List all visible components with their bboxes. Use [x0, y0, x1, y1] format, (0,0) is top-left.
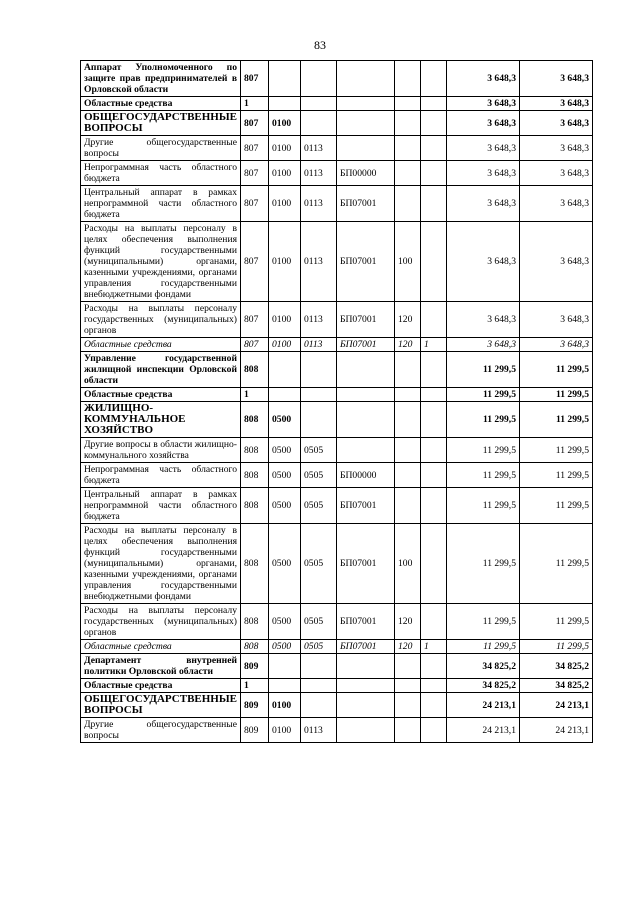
budget-table	[80, 60, 593, 743]
row-rz-cell: 0100	[269, 338, 301, 352]
row-amount-2-cell: 11 299,5	[520, 438, 593, 463]
row-pr-cell	[301, 679, 337, 693]
row-name-cell: Расходы на выплаты персоналу государственных (муниципальных) органов	[81, 604, 241, 640]
row-rz-cell	[269, 679, 301, 693]
table-row	[81, 338, 593, 352]
row-rz-cell: 0100	[269, 693, 301, 718]
row-csr-cell: БП07001	[337, 524, 395, 604]
row-rz-cell: 0500	[269, 438, 301, 463]
row-amount-1-cell: 3 648,3	[447, 222, 520, 302]
table-row	[81, 693, 593, 718]
row-vr-cell	[395, 402, 421, 438]
row-name-cell: Другие общегосударственные вопросы	[81, 718, 241, 743]
row-pr-cell: 0113	[301, 338, 337, 352]
row-amount-2-cell: 3 648,3	[520, 186, 593, 222]
row-rz-cell	[269, 97, 301, 111]
row-amount-2-cell: 11 299,5	[520, 463, 593, 488]
row-amount-2-cell: 11 299,5	[520, 388, 593, 402]
row-name-cell: Управление государственной жилищной инспекции Орловской области	[81, 352, 241, 388]
row-amount-2-cell: 24 213,1	[520, 693, 593, 718]
row-rz-cell: 0500	[269, 402, 301, 438]
page-number: 83	[314, 38, 326, 52]
row-name-cell: Аппарат Уполномоченного по защите прав предпринимателей в Орловской области	[81, 61, 241, 97]
row-pr-cell: 0505	[301, 524, 337, 604]
row-src-cell	[421, 136, 447, 161]
table-row	[81, 488, 593, 524]
row-name-cell: Областные средства	[81, 338, 241, 352]
table-row	[81, 111, 593, 136]
row-src-cell	[421, 186, 447, 222]
row-ved-cell: 809	[241, 654, 269, 679]
row-amount-2-cell: 24 213,1	[520, 718, 593, 743]
row-csr-cell	[337, 654, 395, 679]
row-vr-cell	[395, 161, 421, 186]
row-ved-cell: 809	[241, 718, 269, 743]
row-name-cell: Областные средства	[81, 640, 241, 654]
row-ved-cell: 807	[241, 111, 269, 136]
row-vr-cell: 120	[395, 302, 421, 338]
row-name-cell: Расходы на выплаты персоналу в целях обеспечения выполнения функций государственными (муниципальными) органами, казенными учреждениями, органами управления государственными внебюджетными фондами	[81, 524, 241, 604]
table-row	[81, 222, 593, 302]
row-vr-cell	[395, 679, 421, 693]
row-src-cell	[421, 463, 447, 488]
row-vr-cell: 100	[395, 524, 421, 604]
row-vr-cell	[395, 388, 421, 402]
row-amount-2-cell: 34 825,2	[520, 679, 593, 693]
row-amount-1-cell: 3 648,3	[447, 161, 520, 186]
row-name-cell: Центральный аппарат в рамках непрограммной части областного бюджета	[81, 186, 241, 222]
row-rz-cell	[269, 61, 301, 97]
row-ved-cell: 809	[241, 693, 269, 718]
row-pr-cell	[301, 693, 337, 718]
row-name-cell: Другие общегосударственные вопросы	[81, 136, 241, 161]
row-src-cell	[421, 388, 447, 402]
row-amount-2-cell: 11 299,5	[520, 402, 593, 438]
row-rz-cell	[269, 654, 301, 679]
row-rz-cell: 0100	[269, 222, 301, 302]
row-src-cell	[421, 302, 447, 338]
table-row	[81, 97, 593, 111]
row-vr-cell	[395, 111, 421, 136]
row-csr-cell	[337, 718, 395, 743]
row-pr-cell	[301, 352, 337, 388]
row-ved-cell: 1	[241, 388, 269, 402]
row-pr-cell	[301, 388, 337, 402]
row-pr-cell: 0113	[301, 718, 337, 743]
row-src-cell	[421, 97, 447, 111]
row-csr-cell	[337, 136, 395, 161]
row-vr-cell	[395, 438, 421, 463]
row-src-cell	[421, 488, 447, 524]
row-amount-1-cell: 11 299,5	[447, 463, 520, 488]
row-vr-cell	[395, 488, 421, 524]
row-csr-cell	[337, 402, 395, 438]
row-pr-cell: 0113	[301, 222, 337, 302]
row-ved-cell: 807	[241, 302, 269, 338]
row-csr-cell	[337, 693, 395, 718]
row-csr-cell	[337, 438, 395, 463]
row-ved-cell: 807	[241, 222, 269, 302]
row-name-cell: ЖИЛИЩНО-КОММУНАЛЬНОЕ ХОЗЯЙСТВО	[81, 402, 241, 438]
row-rz-cell: 0500	[269, 604, 301, 640]
row-pr-cell	[301, 402, 337, 438]
row-amount-2-cell: 3 648,3	[520, 161, 593, 186]
row-name-cell: Расходы на выплаты персоналу государственных (муниципальных) органов	[81, 302, 241, 338]
row-rz-cell: 0100	[269, 161, 301, 186]
row-csr-cell: БП07001	[337, 338, 395, 352]
row-src-cell	[421, 61, 447, 97]
table-row	[81, 718, 593, 743]
row-pr-cell: 0505	[301, 463, 337, 488]
row-amount-1-cell: 11 299,5	[447, 438, 520, 463]
row-amount-2-cell: 11 299,5	[520, 604, 593, 640]
row-rz-cell: 0100	[269, 186, 301, 222]
table-row	[81, 302, 593, 338]
table-row	[81, 136, 593, 161]
row-name-cell: Департамент внутренней политики Орловской области	[81, 654, 241, 679]
row-csr-cell	[337, 111, 395, 136]
row-ved-cell: 808	[241, 463, 269, 488]
row-src-cell	[421, 438, 447, 463]
row-ved-cell: 807	[241, 61, 269, 97]
row-vr-cell: 120	[395, 640, 421, 654]
row-pr-cell: 0113	[301, 161, 337, 186]
row-rz-cell: 0500	[269, 524, 301, 604]
row-amount-2-cell: 34 825,2	[520, 654, 593, 679]
row-name-cell: Областные средства	[81, 679, 241, 693]
row-rz-cell: 0100	[269, 718, 301, 743]
table-row	[81, 604, 593, 640]
row-vr-cell	[395, 61, 421, 97]
row-pr-cell: 0505	[301, 604, 337, 640]
table-row	[81, 388, 593, 402]
row-amount-2-cell: 11 299,5	[520, 488, 593, 524]
row-rz-cell: 0100	[269, 302, 301, 338]
row-amount-1-cell: 3 648,3	[447, 338, 520, 352]
table-row	[81, 186, 593, 222]
row-src-cell	[421, 654, 447, 679]
row-amount-1-cell: 11 299,5	[447, 488, 520, 524]
row-name-cell: Центральный аппарат в рамках непрограммной части областного бюджета	[81, 488, 241, 524]
row-pr-cell	[301, 111, 337, 136]
table-row	[81, 679, 593, 693]
row-rz-cell: 0100	[269, 111, 301, 136]
row-amount-2-cell: 3 648,3	[520, 136, 593, 161]
row-ved-cell: 808	[241, 524, 269, 604]
row-src-cell: 1	[421, 338, 447, 352]
row-amount-1-cell: 24 213,1	[447, 718, 520, 743]
row-amount-1-cell: 3 648,3	[447, 136, 520, 161]
row-pr-cell: 0505	[301, 438, 337, 463]
row-rz-cell	[269, 388, 301, 402]
row-amount-1-cell: 11 299,5	[447, 524, 520, 604]
row-ved-cell: 807	[241, 338, 269, 352]
row-src-cell	[421, 352, 447, 388]
row-name-cell: Непрограммная часть областного бюджета	[81, 463, 241, 488]
row-src-cell	[421, 718, 447, 743]
row-amount-1-cell: 11 299,5	[447, 402, 520, 438]
row-vr-cell	[395, 718, 421, 743]
row-amount-1-cell: 3 648,3	[447, 186, 520, 222]
row-pr-cell: 0113	[301, 302, 337, 338]
row-rz-cell	[269, 352, 301, 388]
row-ved-cell: 808	[241, 402, 269, 438]
row-vr-cell	[395, 654, 421, 679]
row-src-cell	[421, 693, 447, 718]
row-ved-cell: 1	[241, 679, 269, 693]
row-ved-cell: 808	[241, 352, 269, 388]
row-amount-2-cell: 3 648,3	[520, 302, 593, 338]
row-ved-cell: 808	[241, 604, 269, 640]
row-csr-cell	[337, 388, 395, 402]
row-amount-2-cell: 3 648,3	[520, 338, 593, 352]
row-pr-cell: 0505	[301, 640, 337, 654]
row-pr-cell	[301, 654, 337, 679]
row-src-cell	[421, 604, 447, 640]
row-src-cell	[421, 679, 447, 693]
row-rz-cell: 0500	[269, 463, 301, 488]
row-pr-cell: 0113	[301, 136, 337, 161]
row-pr-cell	[301, 61, 337, 97]
row-vr-cell: 120	[395, 604, 421, 640]
row-amount-1-cell: 34 825,2	[447, 654, 520, 679]
row-amount-2-cell: 3 648,3	[520, 61, 593, 97]
row-vr-cell	[395, 463, 421, 488]
row-amount-1-cell: 3 648,3	[447, 302, 520, 338]
row-rz-cell: 0100	[269, 136, 301, 161]
row-src-cell	[421, 524, 447, 604]
row-name-cell: Расходы на выплаты персоналу в целях обеспечения выполнения функций государственными (муниципальными) органами, казенными учреждениями, органами управления государственными внебюджетными фондами	[81, 222, 241, 302]
table-row	[81, 352, 593, 388]
row-pr-cell	[301, 97, 337, 111]
row-name-cell: ОБЩЕГОСУДАРСТВЕННЫЕ ВОПРОСЫ	[81, 693, 241, 718]
row-src-cell	[421, 111, 447, 136]
row-amount-2-cell: 11 299,5	[520, 352, 593, 388]
row-pr-cell: 0113	[301, 186, 337, 222]
row-csr-cell: БП07001	[337, 302, 395, 338]
row-src-cell	[421, 222, 447, 302]
row-csr-cell	[337, 61, 395, 97]
table-row	[81, 463, 593, 488]
table-row	[81, 402, 593, 438]
row-rz-cell: 0500	[269, 640, 301, 654]
row-csr-cell: БП07001	[337, 604, 395, 640]
table-row	[81, 640, 593, 654]
row-csr-cell: БП07001	[337, 640, 395, 654]
row-csr-cell: БП07001	[337, 222, 395, 302]
row-ved-cell: 807	[241, 186, 269, 222]
row-ved-cell: 808	[241, 438, 269, 463]
row-ved-cell: 807	[241, 136, 269, 161]
row-amount-2-cell: 3 648,3	[520, 111, 593, 136]
row-pr-cell: 0505	[301, 488, 337, 524]
row-amount-1-cell: 11 299,5	[447, 640, 520, 654]
row-name-cell: Непрограммная часть областного бюджета	[81, 161, 241, 186]
row-vr-cell	[395, 693, 421, 718]
row-vr-cell: 120	[395, 338, 421, 352]
row-amount-1-cell: 11 299,5	[447, 352, 520, 388]
row-amount-1-cell: 24 213,1	[447, 693, 520, 718]
row-amount-2-cell: 3 648,3	[520, 222, 593, 302]
row-ved-cell: 808	[241, 488, 269, 524]
row-csr-cell	[337, 97, 395, 111]
row-amount-2-cell: 3 648,3	[520, 97, 593, 111]
row-src-cell	[421, 161, 447, 186]
row-vr-cell: 100	[395, 222, 421, 302]
row-amount-1-cell: 11 299,5	[447, 604, 520, 640]
row-name-cell: ОБЩЕГОСУДАРСТВЕННЫЕ ВОПРОСЫ	[81, 111, 241, 136]
row-src-cell: 1	[421, 640, 447, 654]
row-vr-cell	[395, 352, 421, 388]
row-csr-cell: БП07001	[337, 488, 395, 524]
row-csr-cell: БП00000	[337, 463, 395, 488]
table-row	[81, 524, 593, 604]
row-name-cell: Другие вопросы в области жилищно-коммунального хозяйства	[81, 438, 241, 463]
row-amount-1-cell: 3 648,3	[447, 97, 520, 111]
row-amount-2-cell: 11 299,5	[520, 524, 593, 604]
row-rz-cell: 0500	[269, 488, 301, 524]
row-csr-cell: БП07001	[337, 186, 395, 222]
row-csr-cell: БП00000	[337, 161, 395, 186]
row-vr-cell	[395, 136, 421, 161]
row-ved-cell: 807	[241, 161, 269, 186]
row-amount-1-cell: 3 648,3	[447, 111, 520, 136]
table-row	[81, 61, 593, 97]
row-name-cell: Областные средства	[81, 388, 241, 402]
row-amount-2-cell: 11 299,5	[520, 640, 593, 654]
row-csr-cell	[337, 679, 395, 693]
row-src-cell	[421, 402, 447, 438]
row-csr-cell	[337, 352, 395, 388]
table-row	[81, 654, 593, 679]
row-ved-cell: 1	[241, 97, 269, 111]
row-ved-cell: 808	[241, 640, 269, 654]
table-row	[81, 161, 593, 186]
row-vr-cell	[395, 186, 421, 222]
row-amount-1-cell: 3 648,3	[447, 61, 520, 97]
row-amount-1-cell: 34 825,2	[447, 679, 520, 693]
row-vr-cell	[395, 97, 421, 111]
table-body	[81, 61, 593, 743]
row-amount-1-cell: 11 299,5	[447, 388, 520, 402]
table-row	[81, 438, 593, 463]
row-name-cell: Областные средства	[81, 97, 241, 111]
